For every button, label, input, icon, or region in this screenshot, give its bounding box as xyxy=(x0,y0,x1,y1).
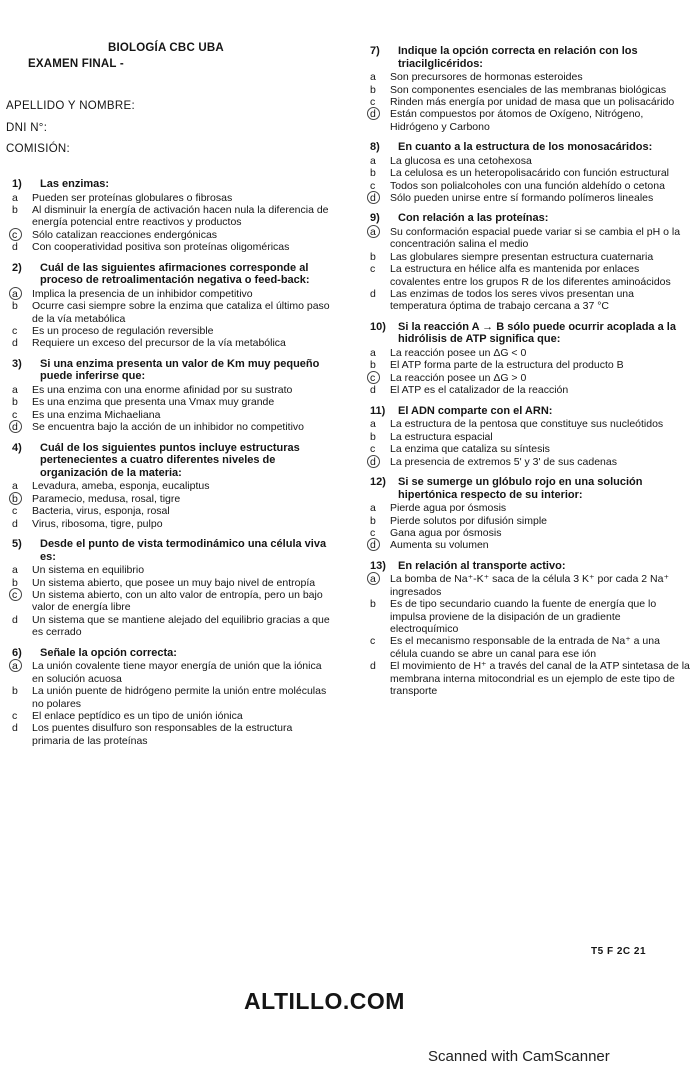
option-text: Es un proceso de regulación reversible xyxy=(32,325,214,338)
option-text: Sólo catalizan reacciones endergónicas xyxy=(32,228,218,241)
answer-option xyxy=(370,573,690,598)
handwritten-circle-mark xyxy=(9,228,22,241)
option-letter-text: d xyxy=(12,337,18,350)
option-letter-text: d xyxy=(12,421,18,434)
option-letter-text: d xyxy=(370,192,376,205)
field-dni-label: DNI N°: xyxy=(6,122,48,134)
option-letter-text: c xyxy=(370,96,376,108)
option-letter xyxy=(12,564,32,576)
option-letter xyxy=(370,347,390,359)
option-text: Un sistema abierto, con un alto valor de entropía, pero un bajo valor de energía libre xyxy=(32,589,323,614)
question-heading xyxy=(370,405,690,418)
option-letter xyxy=(12,493,32,505)
option-letter-text: c xyxy=(370,263,376,276)
question-text: Si se sumerge un glóbulo rojo en una solución hipertónica respecto de su interior: xyxy=(398,475,643,501)
question-block xyxy=(12,178,332,254)
question-heading xyxy=(12,358,332,383)
option-text: Pierde solutos por difusión simple xyxy=(390,514,547,527)
answer-option xyxy=(12,192,332,204)
option-letter-text: d xyxy=(12,517,18,530)
option-letter xyxy=(370,431,390,443)
option-letter-text: a xyxy=(370,154,376,167)
exam-title: EXAMEN FINAL - xyxy=(28,58,124,70)
option-text: Implica la presencia de un inhibidor competitivo xyxy=(32,287,253,300)
question-number: 10) xyxy=(370,320,386,333)
answer-option xyxy=(12,710,332,722)
option-letter-text: c xyxy=(12,228,18,241)
option-letter-text: c xyxy=(370,371,376,384)
question-heading xyxy=(12,178,332,191)
option-text: El enlace peptídico es un tipo de unión iónica xyxy=(32,709,243,722)
option-text: Un sistema abierto, que posee un muy bajo nivel de entropía xyxy=(32,576,316,589)
option-text: La bomba de Na⁺-K⁺ saca de la célula 3 K⁺ por cada 2 Na⁺ ingresados xyxy=(390,573,669,598)
answer-option xyxy=(370,288,690,313)
answer-option xyxy=(12,300,332,325)
option-text: Paramecio, medusa, rosal, tigre xyxy=(32,492,181,505)
option-text: Es una enzima que presenta una Vmax muy grande xyxy=(32,396,275,409)
question-text: Cuál de los siguientes puntos incluye estructuras pertenecientes a cuatro diferentes niveles de organización de la materia: xyxy=(40,441,300,479)
answer-option xyxy=(12,396,332,408)
answer-option xyxy=(12,685,332,710)
question-heading xyxy=(370,212,690,225)
answer-option xyxy=(370,456,690,468)
exam-code: T5 F 2C 21 xyxy=(591,946,647,957)
option-letter-text: a xyxy=(370,573,376,586)
option-letter-text: a xyxy=(370,226,376,239)
option-text: La estructura en hélice alfa es mantenida por enlaces covalentes entre los grupos R de los diferentes aminoácidos xyxy=(390,263,671,288)
question-text: Indique la opción correcta en relación con los triacilglicéridos: xyxy=(398,45,638,70)
question-heading xyxy=(12,647,332,660)
handwritten-circle-mark xyxy=(367,191,380,204)
option-letter-text: d xyxy=(12,613,18,626)
question-text: Con relación a las proteínas: xyxy=(398,212,549,225)
question-number: 6) xyxy=(12,646,22,659)
answer-option xyxy=(370,527,690,539)
option-text: Pueden ser proteínas globulares o fibrosas xyxy=(32,191,233,204)
handwritten-circle-mark xyxy=(367,572,380,585)
answer-option xyxy=(12,421,332,433)
option-text: Un sistema en equilibrio xyxy=(32,564,145,577)
handwritten-circle-mark xyxy=(9,492,22,505)
question-block xyxy=(12,442,332,530)
option-letter-text: b xyxy=(370,83,376,96)
option-letter-text: d xyxy=(370,660,376,673)
option-letter-text: d xyxy=(370,288,376,301)
option-letter-text: d xyxy=(370,539,376,552)
option-letter-text: b xyxy=(370,359,376,372)
option-text: La estructura de la pentosa que constituye sus nucleótidos xyxy=(390,418,664,431)
answer-option xyxy=(12,722,332,747)
answer-option xyxy=(12,337,332,349)
question-heading xyxy=(370,560,690,573)
option-letter xyxy=(12,288,32,300)
option-letter-text: b xyxy=(12,492,18,505)
question-text: Desde el punto de vista termodinámico una célula viva es: xyxy=(40,538,327,563)
option-letter xyxy=(370,71,390,83)
option-letter-text: d xyxy=(12,722,18,735)
option-text: Ocurre casi siempre sobre la enzima que cataliza el último paso de la vía metabólica xyxy=(32,300,330,325)
option-letter-text: c xyxy=(370,635,376,648)
question-text: Si una enzima presenta un valor de Km muy pequeño puede inferirse que: xyxy=(40,357,320,383)
answer-option xyxy=(370,263,690,288)
answer-option xyxy=(370,155,690,167)
answer-option xyxy=(370,180,690,192)
option-letter xyxy=(370,443,390,455)
option-letter xyxy=(12,480,32,492)
option-letter xyxy=(12,229,32,241)
option-letter xyxy=(370,155,390,167)
question-text: En relación al transporte activo: xyxy=(398,559,566,572)
option-text: Es una enzima con una enorme afinidad por su sustrato xyxy=(32,384,293,397)
option-letter xyxy=(12,384,32,396)
question-heading xyxy=(370,476,690,501)
option-text: Es de tipo secundario cuando la fuente de energía que lo impulsa proviene de la disipación de un gradiente electroquímico xyxy=(390,598,657,635)
answer-option xyxy=(12,564,332,576)
option-letter-text: c xyxy=(370,526,376,539)
question-text: Cuál de las siguientes afirmaciones corresponde al proceso de retroalimentación negativa o feed-back: xyxy=(40,261,310,287)
answer-option xyxy=(12,229,332,241)
option-letter-text: b xyxy=(12,396,18,409)
option-letter-text: c xyxy=(12,709,18,722)
option-text: Las enzimas de todos los seres vivos presentan una temperatura óptima de trabajo cercana a 37 °C xyxy=(390,288,634,313)
question-text: El ADN comparte con el ARN: xyxy=(398,404,553,417)
option-text: Bacteria, virus, esponja, rosal xyxy=(32,505,170,518)
answer-option xyxy=(12,480,332,492)
answer-option xyxy=(370,167,690,179)
option-letter xyxy=(12,192,32,204)
option-letter-text: b xyxy=(370,167,376,180)
option-letter xyxy=(370,288,390,313)
answer-option xyxy=(370,226,690,251)
option-text: Es una enzima Michaeliana xyxy=(32,408,161,421)
answer-option xyxy=(370,71,690,83)
option-letter-text: b xyxy=(12,576,18,589)
option-text: Pierde agua por ósmosis xyxy=(390,502,507,515)
handwritten-circle-mark xyxy=(367,455,380,468)
option-letter xyxy=(370,372,390,384)
option-letter-text: c xyxy=(12,505,18,518)
answer-option xyxy=(12,614,332,639)
answer-option xyxy=(12,288,332,300)
option-letter xyxy=(370,263,390,288)
answer-option xyxy=(370,515,690,527)
option-letter-text: d xyxy=(370,108,376,121)
question-text: En cuanto a la estructura de los monosacáridos: xyxy=(398,141,653,154)
answer-option xyxy=(370,372,690,384)
question-number: 5) xyxy=(12,538,22,551)
option-text: El ATP es el catalizador de la reacción xyxy=(390,384,569,397)
question-number: 8) xyxy=(370,141,380,154)
answer-option xyxy=(12,204,332,229)
handwritten-circle-mark xyxy=(367,371,380,384)
option-letter-text: a xyxy=(370,502,376,515)
answer-option xyxy=(370,539,690,551)
question-heading xyxy=(12,442,332,480)
option-letter xyxy=(12,396,32,408)
option-text: La unión puente de hidrógeno permite la unión entre moléculas no polares xyxy=(32,685,327,710)
option-text: La reacción posee un ΔG < 0 xyxy=(390,347,527,360)
option-letter-text: d xyxy=(370,455,376,468)
option-text: El ATP forma parte de la estructura del producto B xyxy=(390,359,624,372)
option-text: Todos son polialcoholes con una función aldehído o cetona xyxy=(390,179,665,192)
question-block xyxy=(12,647,332,747)
option-text: Su conformación espacial puede variar si se cambia el pH o la concentración salina el medio xyxy=(390,226,681,251)
answer-option xyxy=(370,108,690,133)
question-number: 9) xyxy=(370,212,380,225)
question-number: 3) xyxy=(12,357,22,370)
option-letter-text: b xyxy=(12,300,18,313)
option-letter xyxy=(370,384,390,396)
answer-option xyxy=(370,84,690,96)
field-name-label: APELLIDO Y NOMBRE: xyxy=(6,100,135,112)
option-text: La enzima que cataliza su síntesis xyxy=(390,443,550,456)
option-letter xyxy=(370,84,390,96)
option-letter-text: b xyxy=(370,514,376,527)
question-block xyxy=(12,262,332,350)
option-text: Es el mecanismo responsable de la entrada de Na⁺ a una célula cuando se abre un canal para ese ión xyxy=(390,635,660,660)
option-text: Requiere un exceso del precursor de la vía metabólica xyxy=(32,337,286,350)
option-letter xyxy=(370,456,390,468)
question-number: 1) xyxy=(12,178,22,190)
option-letter xyxy=(12,204,32,229)
answer-option xyxy=(370,96,690,108)
option-letter xyxy=(12,325,32,337)
option-text: La reacción posee un ΔG > 0 xyxy=(390,371,527,384)
option-text: Aumenta su volumen xyxy=(390,539,489,552)
answer-option xyxy=(12,241,332,253)
option-letter-text: c xyxy=(12,408,18,421)
option-letter xyxy=(370,251,390,263)
handwritten-circle-mark xyxy=(9,659,22,672)
option-text: Están compuestos por átomos de Oxígeno, Nitrógeno, Hidrógeno y Carbono xyxy=(390,108,644,133)
question-number: 7) xyxy=(370,45,380,57)
scanner-watermark: Scanned with CamScanner xyxy=(428,1048,610,1065)
answer-option xyxy=(370,418,690,430)
option-letter-text: a xyxy=(12,384,18,397)
option-letter-text: b xyxy=(370,598,376,611)
answer-option xyxy=(12,384,332,396)
option-letter xyxy=(370,515,390,527)
option-letter xyxy=(12,421,32,433)
option-text: Son precursores de hormonas esteroides xyxy=(390,71,583,84)
option-letter-text: b xyxy=(370,250,376,263)
option-text: La celulosa es un heteropolisacárido con función estructural xyxy=(390,167,670,180)
question-block xyxy=(370,476,690,552)
question-block xyxy=(12,358,332,434)
question-heading xyxy=(370,321,690,346)
question-block xyxy=(370,45,690,133)
answer-option xyxy=(12,577,332,589)
question-text: Las enzimas: xyxy=(40,178,110,190)
question-text: Si la reacción A → B sólo puede ocurrir acoplada a la hidrólisis de ATP significa que: xyxy=(398,320,676,346)
question-number: 12) xyxy=(370,475,386,488)
option-text: Gana agua por ósmosis xyxy=(390,526,502,539)
option-letter-text: a xyxy=(12,564,18,577)
option-letter-text: a xyxy=(370,347,376,360)
option-text: Los puentes disulfuro son responsables de la estructura primaria de las proteínas xyxy=(32,722,293,747)
answer-option xyxy=(12,518,332,530)
answer-option xyxy=(370,598,690,635)
option-letter-text: a xyxy=(12,480,18,493)
option-letter-text: c xyxy=(370,443,376,456)
option-text: Sólo pueden unirse entre sí formando polímeros lineales xyxy=(390,192,654,205)
option-letter xyxy=(370,418,390,430)
brand-watermark: ALTILLO.COM xyxy=(244,988,405,1014)
option-text: Con cooperatividad positiva son proteínas oligoméricas xyxy=(32,241,290,254)
answer-option xyxy=(12,589,332,614)
answer-option xyxy=(370,359,690,371)
question-block xyxy=(370,405,690,468)
option-letter xyxy=(370,108,390,133)
answer-option xyxy=(370,660,690,697)
answer-option xyxy=(12,660,332,685)
option-letter xyxy=(12,518,32,530)
option-letter-text: b xyxy=(12,685,18,698)
question-number: 2) xyxy=(12,261,22,274)
question-heading xyxy=(370,141,690,154)
option-letter-text: a xyxy=(12,191,18,204)
option-letter-text: a xyxy=(12,287,18,300)
answer-option xyxy=(12,325,332,337)
option-text: Levadura, ameba, esponja, eucaliptus xyxy=(32,480,210,493)
left-question-column xyxy=(12,178,332,755)
answer-option xyxy=(370,384,690,396)
option-letter xyxy=(12,300,32,325)
handwritten-circle-mark xyxy=(367,107,380,120)
option-letter xyxy=(12,337,32,349)
option-text: La estructura espacial xyxy=(390,430,493,443)
option-letter xyxy=(12,614,32,639)
question-heading xyxy=(12,538,332,563)
answer-option xyxy=(12,493,332,505)
option-text: La glucosa es una cetohexosa xyxy=(390,154,532,167)
answer-option xyxy=(370,443,690,455)
option-letter xyxy=(370,502,390,514)
field-comision-label: COMISIÓN: xyxy=(6,143,71,155)
handwritten-circle-mark xyxy=(9,287,22,300)
option-letter-text: d xyxy=(370,384,376,397)
answer-option xyxy=(12,409,332,421)
option-letter xyxy=(12,589,32,614)
course-title: BIOLOGÍA CBC UBA xyxy=(108,42,224,54)
question-number: 11) xyxy=(370,404,386,417)
question-block xyxy=(370,321,690,397)
option-letter xyxy=(12,685,32,710)
option-letter xyxy=(12,660,32,685)
option-text: Virus, ribosoma, tigre, pulpo xyxy=(32,517,163,530)
option-text: La unión covalente tiene mayor energía de unión que la iónica en solución acuosa xyxy=(32,660,322,685)
option-text: Son componentes esenciales de las membranas biológicas xyxy=(390,83,667,96)
question-block xyxy=(370,560,690,698)
right-question-column xyxy=(370,45,690,705)
option-text: Al disminuir la energía de activación hacen nula la diferencia de energía potencial entre reactivos y productos xyxy=(32,204,329,229)
option-letter xyxy=(12,505,32,517)
option-text: Rinden más energía por unidad de masa que un polisacárido xyxy=(390,96,675,108)
option-letter xyxy=(12,241,32,253)
option-letter xyxy=(370,635,390,660)
question-block xyxy=(12,538,332,639)
option-letter-text: d xyxy=(12,241,18,254)
handwritten-circle-mark xyxy=(9,420,22,433)
option-letter-text: a xyxy=(12,660,18,673)
handwritten-circle-mark xyxy=(9,588,22,601)
option-letter-text: a xyxy=(370,71,376,84)
answer-option xyxy=(370,347,690,359)
answer-option xyxy=(12,505,332,517)
option-letter xyxy=(370,573,390,598)
answer-option xyxy=(370,192,690,204)
option-letter xyxy=(370,167,390,179)
option-text: Se encuentra bajo la acción de un inhibidor no competitivo xyxy=(32,421,305,434)
answer-option xyxy=(370,431,690,443)
option-letter xyxy=(370,660,390,697)
question-block xyxy=(370,212,690,312)
option-text: Un sistema que se mantiene alejado del equilibrio gracias a que es cerrado xyxy=(32,613,330,639)
question-heading xyxy=(12,262,332,287)
answer-option xyxy=(370,635,690,660)
option-letter xyxy=(12,722,32,747)
option-letter-text: c xyxy=(370,179,376,192)
answer-option xyxy=(370,502,690,514)
question-text: Señale la opción correcta: xyxy=(40,646,177,659)
option-letter xyxy=(370,192,390,204)
question-number: 13) xyxy=(370,559,386,572)
question-heading xyxy=(370,45,690,70)
option-letter xyxy=(12,710,32,722)
option-letter-text: b xyxy=(370,430,376,443)
option-letter-text: b xyxy=(12,204,18,216)
option-text: El movimiento de H⁺ a través del canal de la ATP sintetasa de la membrana interna mitocondrial es un ejemplo de este tipo de transporte xyxy=(390,660,690,697)
option-letter-text: c xyxy=(12,325,18,338)
answer-option xyxy=(370,251,690,263)
question-number: 4) xyxy=(12,441,22,454)
option-letter xyxy=(370,226,390,251)
option-text: La presencia de extremos 5' y 3' de sus cadenas xyxy=(390,455,617,468)
option-letter-text: a xyxy=(370,418,376,431)
handwritten-circle-mark xyxy=(367,538,380,551)
option-text: Las globulares siempre presentan estructura cuaternaria xyxy=(390,250,654,263)
option-letter-text: c xyxy=(12,589,18,602)
option-letter xyxy=(370,598,390,635)
question-block xyxy=(370,141,690,204)
handwritten-circle-mark xyxy=(367,225,380,238)
option-letter xyxy=(370,539,390,551)
